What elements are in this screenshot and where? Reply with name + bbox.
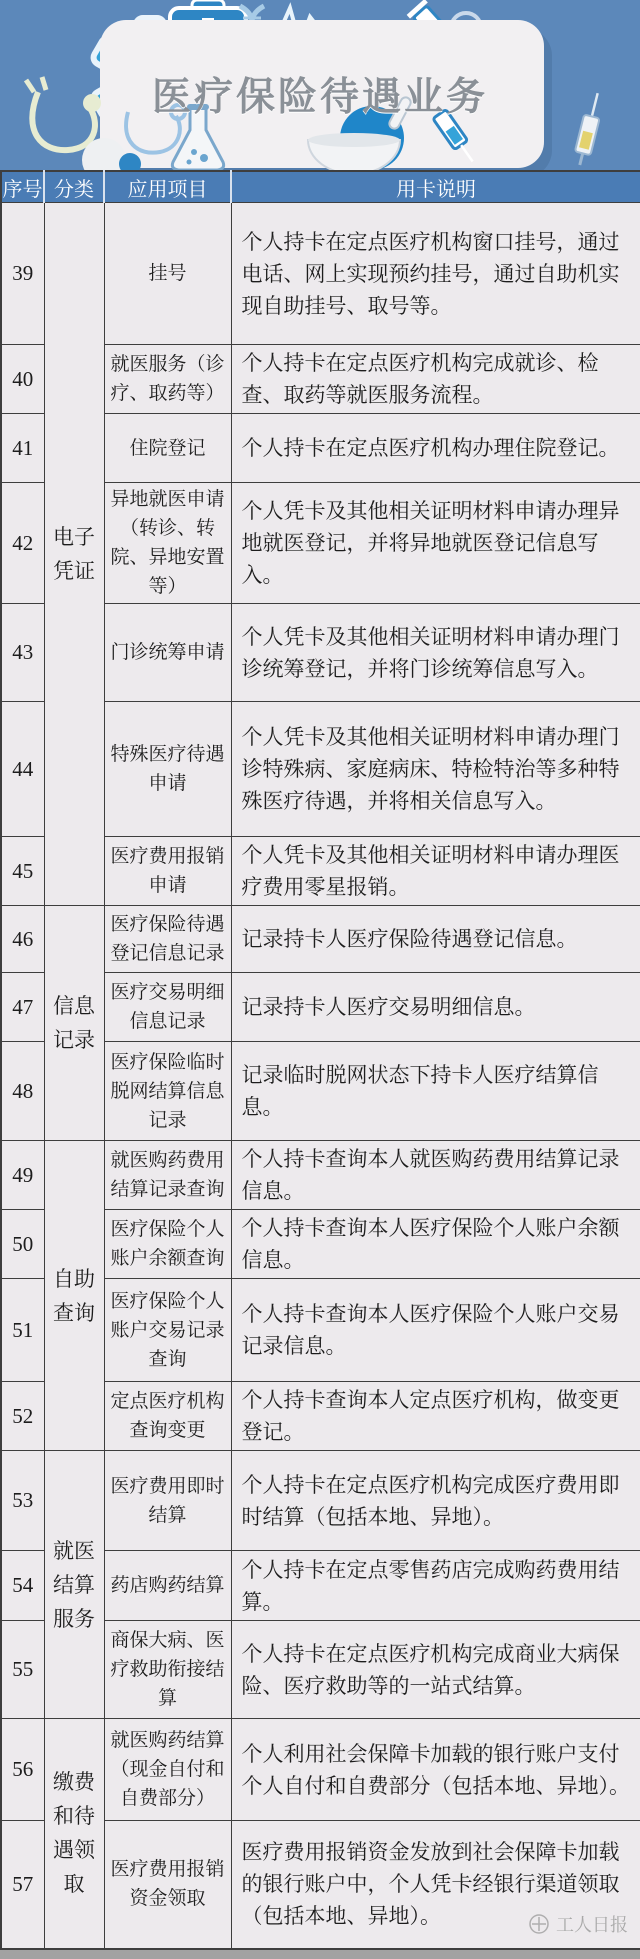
table-row <box>1 1451 640 1551</box>
card-usage-description-cell: 记录持卡人医疗保险待遇登记信息。 <box>231 906 640 973</box>
row-number: 43 <box>1 604 44 702</box>
watermark <box>528 1911 628 1937</box>
row-number: 52 <box>1 1382 44 1451</box>
card-usage-description-cell: 个人持卡查询本人医疗保险个人账户余额信息。 <box>231 1210 640 1279</box>
application-item-cell: 医疗保险临时脱网结算信息记录 <box>104 1042 231 1141</box>
application-item-cell: 住院登记 <box>104 414 231 483</box>
card-usage-description-cell: 个人持卡查询本人医疗保险个人账户交易记录信息。 <box>231 1279 640 1382</box>
card-usage-description-cell: 个人持卡在定点医疗机构窗口挂号，通过电话、网上实现预约挂号，通过自助机实现自助挂号、取号等。 <box>231 203 640 345</box>
application-item-cell: 就医服务（诊疗、取药等） <box>104 345 231 414</box>
card-usage-description-cell: 个人持卡在定点零售药店完成购药费用结算。 <box>231 1551 640 1621</box>
application-item-cell: 医疗费用即时结算 <box>104 1451 231 1551</box>
bottom-bar <box>0 1950 640 1959</box>
row-number: 48 <box>1 1042 44 1141</box>
watermark-label: 工人日报 <box>556 1914 628 1935</box>
application-item-cell: 药店购药结算 <box>104 1551 231 1621</box>
table-row <box>1 1141 640 1210</box>
application-item-cell: 就医购药费用结算记录查询 <box>104 1141 231 1210</box>
newspaper-logo-icon <box>528 1913 550 1935</box>
card-usage-description-cell: 个人凭卡及其他相关证明材料申请办理异地就医登记，并将异地就医登记信息写入。 <box>231 483 640 604</box>
category-cell: 电子凭证 <box>44 203 104 906</box>
banner <box>0 0 640 170</box>
application-item-cell: 就医购药结算（现金自付和自费部分） <box>104 1719 231 1821</box>
header-item: 应用项目 <box>104 171 231 203</box>
card-usage-description-cell: 个人持卡查询本人就医购药费用结算记录信息。 <box>231 1141 640 1210</box>
table-row <box>1 1719 640 1821</box>
card-usage-description-cell: 个人凭卡及其他相关证明材料申请办理医疗费用零星报销。 <box>231 837 640 906</box>
row-number: 44 <box>1 702 44 837</box>
header-description: 用卡说明 <box>231 171 640 203</box>
row-number: 40 <box>1 345 44 414</box>
application-item-cell: 门诊统筹申请 <box>104 604 231 702</box>
card-usage-description-cell: 个人持卡在定点医疗机构完成商业大病保险、医疗救助等的一站式结算。 <box>231 1621 640 1719</box>
application-item-cell: 特殊医疗待遇申请 <box>104 702 231 837</box>
header-category: 分类 <box>44 171 104 203</box>
application-item-cell: 挂号 <box>104 203 231 345</box>
card-usage-description-cell: 记录临时脱网状态下持卡人医疗结算信息。 <box>231 1042 640 1141</box>
application-item-cell: 医疗费用报销资金领取 <box>104 1821 231 1949</box>
row-number: 46 <box>1 906 44 973</box>
row-number: 50 <box>1 1210 44 1279</box>
application-item-cell: 异地就医申请（转诊、转院、异地安置等） <box>104 483 231 604</box>
card-usage-description-cell: 个人凭卡及其他相关证明材料申请办理门诊特殊病、家庭病床、特检特治等多种特殊医疗待遇，并将相关信息写入。 <box>231 702 640 837</box>
application-item-cell: 医疗费用报销申请 <box>104 837 231 906</box>
row-number: 57 <box>1 1821 44 1949</box>
card-usage-description-cell: 个人持卡在定点医疗机构办理住院登记。 <box>231 414 640 483</box>
category-cell: 就医结算服务 <box>44 1451 104 1719</box>
row-number: 41 <box>1 414 44 483</box>
card-usage-description-cell: 记录持卡人医疗交易明细信息。 <box>231 973 640 1042</box>
table-header <box>1 171 640 203</box>
card-usage-description-cell: 个人持卡在定点医疗机构完成就诊、检查、取药等就医服务流程。 <box>231 345 640 414</box>
card-usage-description-cell: 个人利用社会保障卡加载的银行账户支付个人自付和自费部分（包括本地、异地）。 <box>231 1719 640 1821</box>
category-cell: 自助查询 <box>44 1141 104 1451</box>
benefits-table <box>0 170 640 1950</box>
row-number: 54 <box>1 1551 44 1621</box>
row-number: 56 <box>1 1719 44 1821</box>
application-item-cell: 医疗交易明细信息记录 <box>104 973 231 1042</box>
row-number: 47 <box>1 973 44 1042</box>
row-number: 45 <box>1 837 44 906</box>
row-number: 42 <box>1 483 44 604</box>
row-number: 53 <box>1 1451 44 1551</box>
category-cell: 信息记录 <box>44 906 104 1141</box>
table-body <box>1 203 640 1949</box>
category-cell: 缴费和待遇领取 <box>44 1719 104 1949</box>
card-usage-description-cell: 个人持卡查询本人定点医疗机构，做变更登记。 <box>231 1382 640 1451</box>
table-row <box>1 203 640 345</box>
application-item-cell: 医疗保险个人账户余额查询 <box>104 1210 231 1279</box>
application-item-cell: 定点医疗机构查询变更 <box>104 1382 231 1451</box>
header-no: 序号 <box>1 171 44 203</box>
table-row <box>1 906 640 973</box>
card-usage-description-cell: 个人持卡在定点医疗机构完成医疗费用即时结算（包括本地、异地）。 <box>231 1451 640 1551</box>
row-number: 49 <box>1 1141 44 1210</box>
row-number: 39 <box>1 203 44 345</box>
row-number: 51 <box>1 1279 44 1382</box>
application-item-cell: 商保大病、医疗救助衔接结算 <box>104 1621 231 1719</box>
row-number: 55 <box>1 1621 44 1719</box>
card-usage-description-cell: 个人凭卡及其他相关证明材料申请办理门诊统筹登记，并将门诊统筹信息写入。 <box>231 604 640 702</box>
banner-title: 医疗保险待遇业务 <box>151 76 488 119</box>
application-item-cell: 医疗保险待遇登记信息记录 <box>104 906 231 973</box>
card-usage-description-cell: 医疗费用报销资金发放到社会保障卡加载的银行账户中，个人凭卡经银行渠道领取（包括本地、异地）。 <box>231 1821 640 1949</box>
application-item-cell: 医疗保险个人账户交易记录查询 <box>104 1279 231 1382</box>
